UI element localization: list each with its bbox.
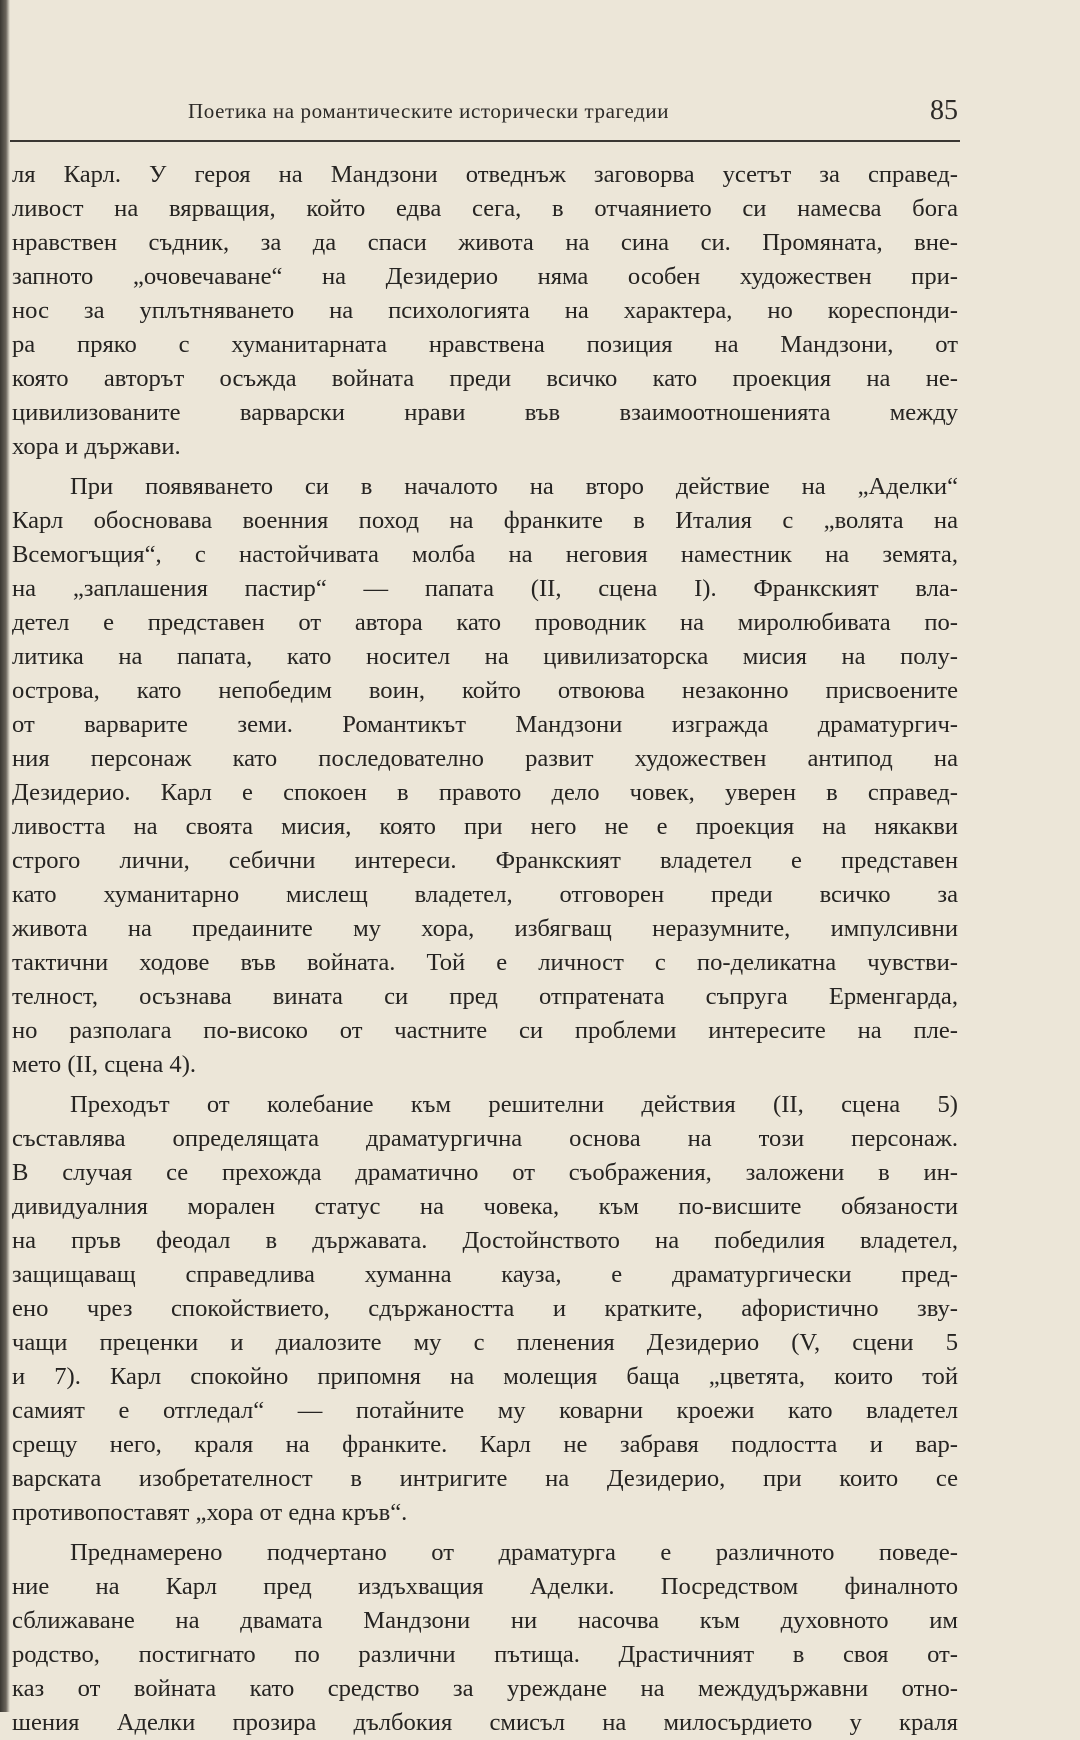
text-line: нос за уплътняването на психологията на характера, но кореспонди- [12,297,958,324]
text-line: Дезидерио. Карл е спокоен в правото дело човек, уверен в справед- [12,779,958,806]
text-line: нравствен съдник, за да спаси живота на сина си. Промяната, вне- [12,229,958,256]
text-line: запното „очовечаване“ на Дезидерио няма особен художествен при- [12,263,958,290]
text-line: ние на Карл пред издъхващия Аделки. Посредством финалното [12,1573,958,1600]
text-line: ния персонаж като последователно развит художествен антипод на [12,745,958,772]
text-line: Всемогъщия“, с настойчивата молба на неговия наместник на земята, [12,541,958,568]
paragraph-2 [12,470,958,1082]
text-line: мето (II, сцена 4). [12,1051,197,1078]
text-line: и 7). Карл спокойно припомня на молещия баща „цветята, които той [12,1363,958,1390]
text-line: детел е представен от автора като проводник на миролюбивата по- [12,609,958,636]
paragraph-4 [12,1536,958,1740]
text-line: В случая се прехожда драматично от съображения, заложени в ин- [12,1159,958,1186]
text-line: Преднамерено подчертано от драматурга е различното поведе- [70,1539,958,1566]
text-line: дивидуалния морален статус на човека, към по-висшите обязаности [12,1193,958,1220]
text-line: срещу него, краля на франките. Карл не забравя подлостта и вар- [12,1431,958,1458]
text-line: тактични ходове във войната. Той е личност с по-деликатна чувстви- [12,949,958,976]
text-line: като хуманитарно мислещ владетел, отговорен преди всичко за [12,881,958,908]
text-line: защищаващ справедлива хуманна кауза, е драматургически пред- [12,1261,958,1288]
text-line: противопоставят „хора от една кръв“. [12,1499,408,1526]
text-line: ено чрез спокойствието, сдържаността и кратките, афористично зву- [12,1295,958,1322]
text-line: съставлява определящата драматургична основа на този персонаж. [12,1125,958,1152]
text-line: литика на папата, като носител на цивилизаторска мисия на полу- [12,643,958,670]
text-line: самият е отгледал“ — потайните му коварни кроежи като владетел [12,1397,958,1424]
text-line: варската изобретателност в интригите на Дезидерио, при които се [12,1465,958,1492]
text-line: шения Аделки прозира дълбокия смисъл на милосърдието у краля [12,1709,958,1736]
paragraph-3 [12,1088,958,1530]
text-line: на пръв феодал в държавата. Достойнството на победилия владетел, [12,1227,958,1254]
text-line: цивилизованите варварски нрави във взаимоотношенията между [12,399,958,426]
text-line: телност, осъзнава вината си пред отпратената съпруга Ерменгарда, [12,983,958,1010]
text-line: на „заплашения пастир“ — папата (II, сцена I). Франкският вла- [12,575,958,602]
text-line: ра пряко с хуманитарната нравствена позиция на Мандзони, от [12,331,958,358]
text-line: която авторът осъжда войната преди всичко като проекция на не- [12,365,958,392]
text-line: чащи преценки и диалозите му с пленения Дезидерио (V, сцени 5 [12,1329,958,1356]
text-line: родство, постигнато по различни пътища. Драстичният в своя от- [12,1641,958,1668]
page-number: 85 [930,95,958,126]
header-rule [10,140,960,142]
text-line: Преходът от колебание към решителни действия (II, сцена 5) [70,1091,958,1118]
text-line: При появяването си в началото на второ действие на „Аделки“ [70,473,958,500]
text-line: от варварите земи. Романтикът Мандзони изгражда драматургич- [12,711,958,738]
text-line: сближаване на двамата Мандзони ни насочва към духовното им [12,1607,958,1634]
running-title: Поетика на романтическите исторически трагедии [188,99,670,123]
text-line: острова, като непобедим воин, който отвоюва незаконно присвоените [12,677,958,704]
text-line: Карл обосновава военния поход на франките в Италия с „волята на [12,507,958,534]
text-line: живота на предаините му хора, избягващ неразумните, импулсивни [12,915,958,942]
text-line: хора и държави. [12,433,181,460]
text-line: но разполага по-високо от частните си проблеми интересите на пле- [12,1017,958,1044]
text-line: ля Карл. У героя на Мандзони отведнъж заговорва усетът за справед- [12,161,958,188]
text-line: строго лични, себични интереси. Франкският владетел е представен [12,847,958,874]
text-line: ливост на вярващия, който едва сега, в отчаянието си намесва бога [12,195,958,222]
text-body [12,158,958,1740]
running-head [188,95,958,139]
text-line: каз от войната като средство за уреждане на междудържавни отно- [12,1675,958,1702]
text-line: ливостта на своята мисия, която при него не е проекция на някакви [12,813,958,840]
paragraph-1 [12,158,958,464]
